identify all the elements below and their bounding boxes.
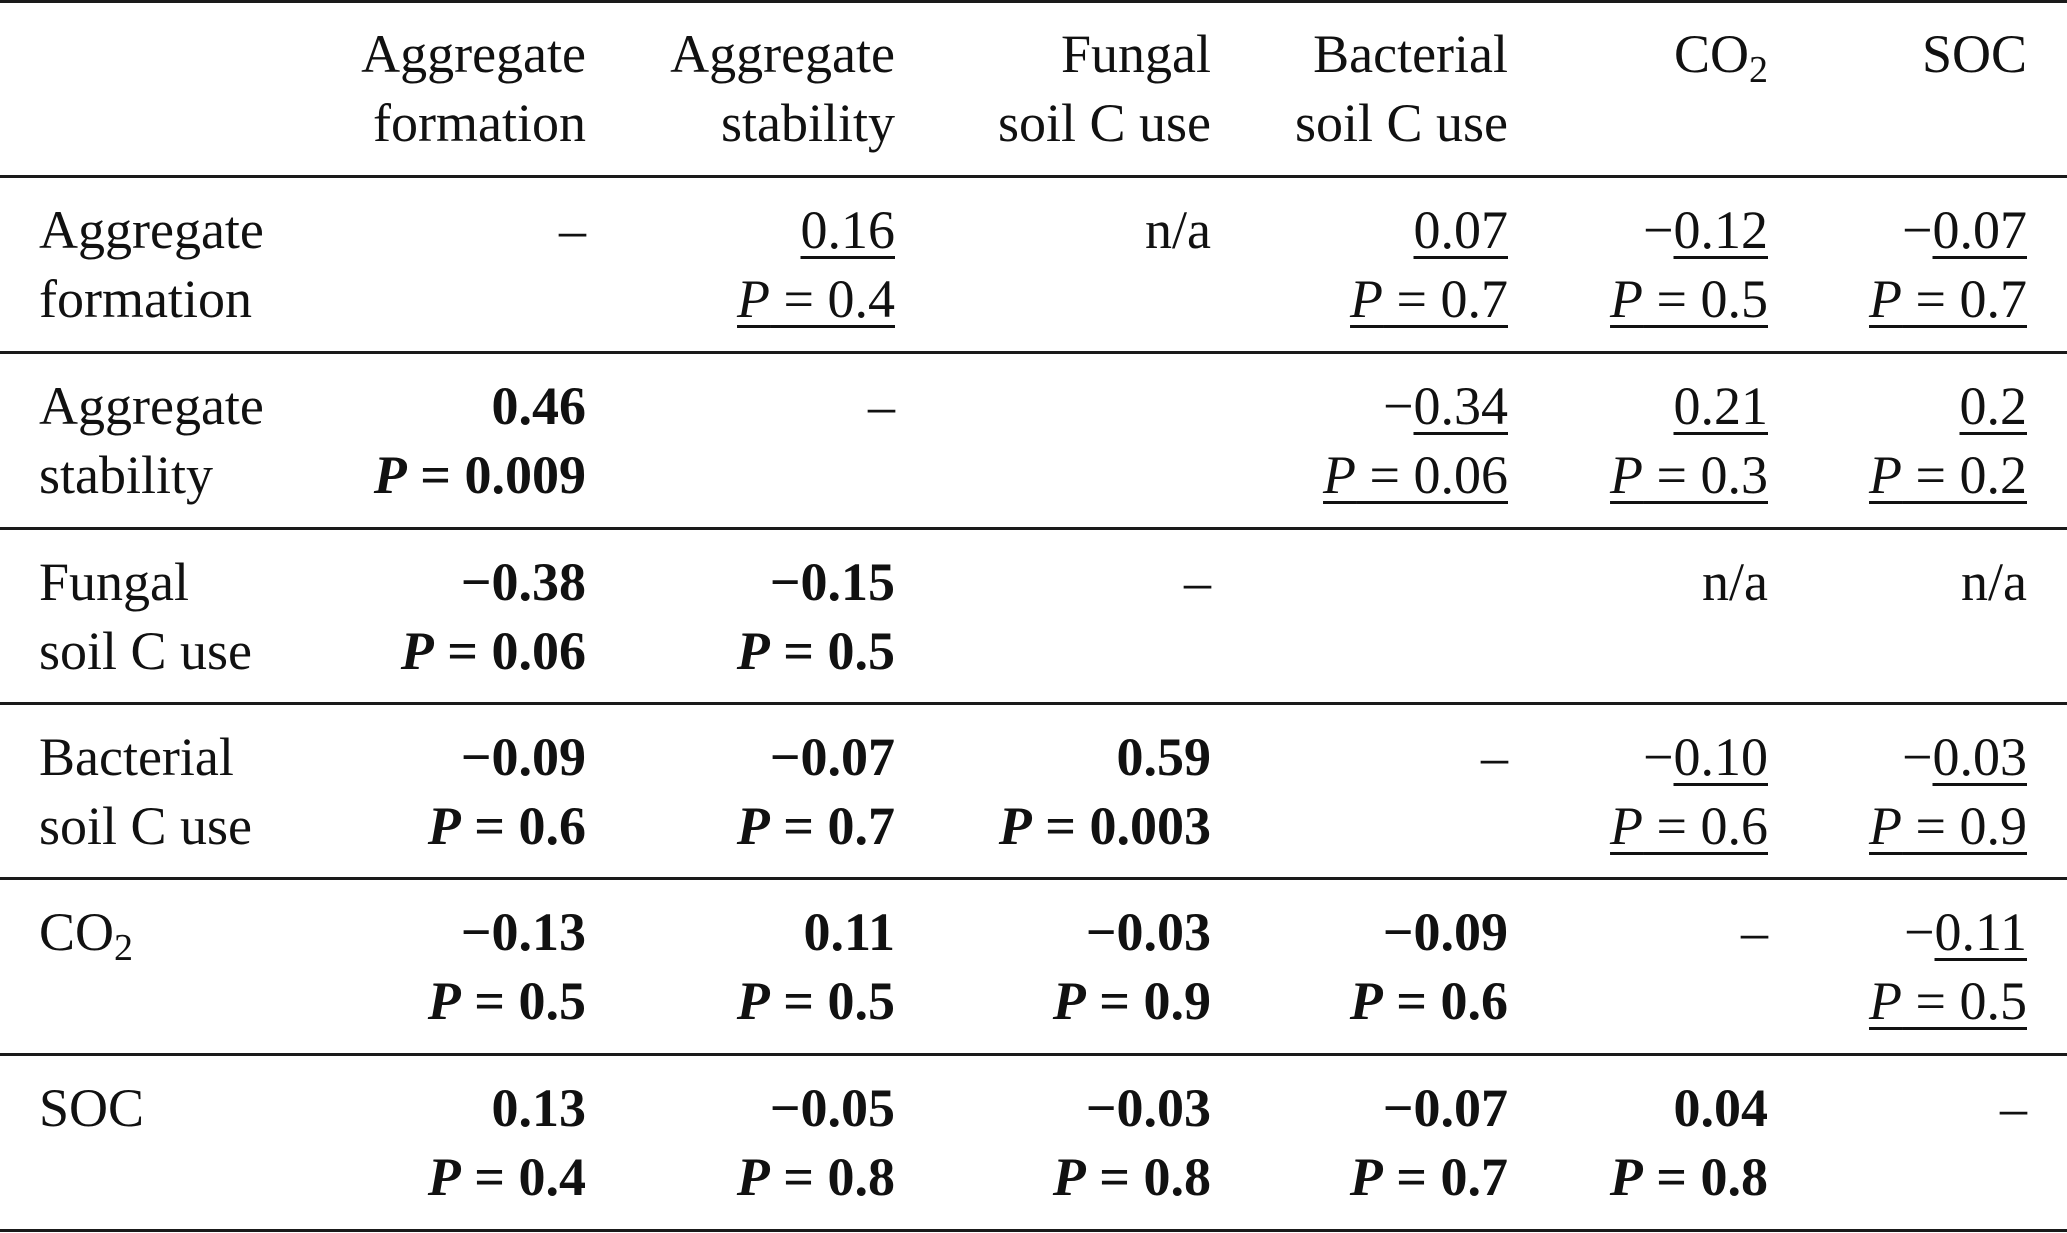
p-value: 0.06	[1413, 445, 1508, 505]
column-header	[595, 20, 895, 160]
table-cell: 0.21 P = 0.3	[1610, 376, 1768, 505]
correlation-value: 0.13	[491, 1078, 586, 1138]
correlation-value: −0.13	[460, 902, 586, 962]
p-value: 0.8	[1700, 1147, 1768, 1207]
p-value: 0.5	[1700, 269, 1768, 329]
table-cell: 0.04 P = 0.8	[1609, 1078, 1768, 1207]
row-label-line2: soil C use	[39, 796, 253, 856]
diagonal-dash: –	[559, 200, 586, 260]
correlation-value: 0.21	[1673, 376, 1768, 436]
table-cell: 0.11 P = 0.5	[736, 902, 895, 1031]
table-cell	[1528, 898, 1768, 1038]
table-cell	[595, 372, 895, 512]
column-header-line1: CO	[1673, 24, 1749, 84]
p-value: 0.4	[827, 269, 895, 329]
table-cell: −0.03 P = 0.8	[1052, 1078, 1211, 1207]
table-rule	[0, 351, 2067, 354]
table-cell: −0.09 P = 0.6	[1349, 902, 1508, 1031]
correlation-value: −0.15	[769, 552, 895, 612]
diagonal-dash: –	[1741, 902, 1768, 962]
table-cell: −0.12 P = 0.5	[1610, 200, 1768, 329]
na-text: n/a	[1961, 552, 2027, 612]
correlation-value: 0.11	[803, 902, 895, 962]
p-value: 0.6	[1700, 796, 1768, 856]
column-header-line1: Fungal	[1060, 24, 1211, 84]
table-cell: −0.07 P = 0.7	[1869, 200, 2027, 329]
p-value: 0.9	[1959, 796, 2027, 856]
row-label-subscript: 2	[114, 927, 134, 969]
row-label-line1: Fungal	[39, 552, 190, 612]
table-cell	[1787, 548, 2027, 688]
p-value: 0.009	[464, 445, 586, 505]
p-value: 0.8	[1143, 1147, 1211, 1207]
column-header	[1787, 20, 2027, 160]
column-header	[1208, 20, 1508, 160]
column-header	[286, 20, 586, 160]
correlation-value: −0.03	[1085, 1078, 1211, 1138]
row-label-line2: soil C use	[39, 621, 253, 681]
row-label-line2: formation	[39, 269, 252, 329]
correlation-value: −0.38	[460, 552, 586, 612]
row-label-line2: stability	[39, 445, 213, 505]
p-value: 0.06	[491, 621, 586, 681]
table-cell	[1528, 548, 1768, 688]
table-cell: −0.07 P = 0.7	[1349, 1078, 1508, 1207]
table-cell: −0.07 P = 0.7	[736, 727, 895, 856]
table-cell: 0.46 P = 0.009	[373, 376, 586, 505]
correlation-value: −0.09	[1382, 902, 1508, 962]
table-cell: −0.10 P = 0.6	[1610, 727, 1768, 856]
na-text: n/a	[1702, 552, 1768, 612]
correlation-value: 0.07	[1413, 200, 1508, 260]
p-value: 0.6	[518, 796, 586, 856]
diagonal-dash: –	[1481, 727, 1508, 787]
column-header-subscript: 2	[1749, 49, 1768, 91]
table-rule	[0, 702, 2067, 705]
column-header-line1: Aggregate	[670, 24, 895, 84]
table-rule	[0, 1229, 2067, 1232]
row-label-line1: SOC	[39, 1078, 145, 1138]
table-cell	[911, 372, 1211, 512]
p-value: 0.7	[1440, 269, 1508, 329]
value-sign: −	[1902, 727, 1933, 787]
table-cell: −0.34 P = 0.06	[1323, 376, 1508, 505]
correlation-value: 0.10	[1673, 727, 1768, 787]
correlation-value: −0.07	[1382, 1078, 1508, 1138]
table-cell: −0.03 P = 0.9	[1052, 902, 1211, 1031]
p-value: 0.003	[1089, 796, 1211, 856]
column-header-line2: soil C use	[1294, 93, 1508, 153]
column-header-line2: stability	[721, 93, 895, 153]
na-text: n/a	[1145, 200, 1211, 260]
p-value: 0.2	[1959, 445, 2027, 505]
diagonal-dash: –	[2000, 1078, 2027, 1138]
correlation-value: 0.07	[1932, 200, 2027, 260]
correlation-value: 0.46	[491, 376, 586, 436]
correlation-value: −0.03	[1085, 902, 1211, 962]
correlation-value: 0.04	[1673, 1078, 1768, 1138]
value-sign: −	[1902, 200, 1933, 260]
p-value: 0.5	[827, 621, 895, 681]
p-value: 0.7	[827, 796, 895, 856]
table-cell	[286, 196, 586, 336]
correlation-value: 0.2	[1959, 376, 2027, 436]
table-rule	[0, 1053, 2067, 1056]
p-value: 0.3	[1700, 445, 1768, 505]
column-header-line2: formation	[373, 93, 586, 153]
table-cell: −0.15 P = 0.5	[736, 552, 895, 681]
table-cell	[1208, 548, 1508, 688]
column-header	[1528, 20, 1768, 160]
correlation-value: 0.16	[800, 200, 895, 260]
diagonal-dash: –	[1184, 552, 1211, 612]
row-label-line1: Aggregate	[39, 200, 264, 260]
correlation-value: 0.12	[1673, 200, 1768, 260]
table-cell: −0.11 P = 0.5	[1869, 902, 2027, 1031]
table-rule	[0, 175, 2067, 178]
table-cell: 0.59 P = 0.003	[998, 727, 1211, 856]
table-cell: −0.13 P = 0.5	[427, 902, 586, 1031]
table-rule	[0, 0, 2067, 3]
table-cell	[1787, 1074, 2027, 1214]
correlation-value: −0.05	[769, 1078, 895, 1138]
table-rule	[0, 877, 2067, 880]
p-value: 0.6	[1440, 971, 1508, 1031]
correlation-value: 0.34	[1413, 376, 1508, 436]
value-sign: −	[1643, 727, 1674, 787]
row-label-line1: Aggregate	[39, 376, 264, 436]
correlation-value: −0.09	[460, 727, 586, 787]
table-cell: 0.13 P = 0.4	[427, 1078, 586, 1207]
column-header-line1: SOC	[1921, 24, 2027, 84]
column-header	[911, 20, 1211, 160]
p-value: 0.5	[827, 971, 895, 1031]
table-cell: −0.38 P = 0.06	[400, 552, 586, 681]
column-header-line1: Aggregate	[361, 24, 586, 84]
column-header-line2: soil C use	[997, 93, 1211, 153]
p-value: 0.7	[1440, 1147, 1508, 1207]
diagonal-dash: –	[868, 376, 895, 436]
table-cell	[911, 196, 1211, 336]
p-value: 0.8	[827, 1147, 895, 1207]
table-cell: 0.2 P = 0.2	[1869, 376, 2027, 505]
table-cell: −0.03 P = 0.9	[1869, 727, 2027, 856]
value-sign: −	[1904, 902, 1935, 962]
row-label-line1: CO	[39, 902, 115, 962]
row-label-line1: Bacterial	[39, 727, 234, 787]
correlation-value: −0.07	[769, 727, 895, 787]
table-cell: 0.07 P = 0.7	[1350, 200, 1508, 329]
table-cell: 0.16 P = 0.4	[737, 200, 895, 329]
table-cell: −0.09 P = 0.6	[427, 727, 586, 856]
p-value: 0.5	[518, 971, 586, 1031]
table-cell	[1208, 723, 1508, 863]
correlation-value: 0.03	[1932, 727, 2027, 787]
correlation-value: 0.59	[1116, 727, 1211, 787]
table-rule	[0, 527, 2067, 530]
table-cell: −0.05 P = 0.8	[736, 1078, 895, 1207]
p-value: 0.4	[518, 1147, 586, 1207]
value-sign: −	[1643, 200, 1674, 260]
correlation-value: 0.11	[1934, 902, 2027, 962]
column-header-line1: Bacterial	[1313, 24, 1508, 84]
p-value: 0.9	[1143, 971, 1211, 1031]
p-value: 0.7	[1959, 269, 2027, 329]
p-value: 0.5	[1959, 971, 2027, 1031]
value-sign: −	[1383, 376, 1414, 436]
table-cell	[911, 548, 1211, 688]
